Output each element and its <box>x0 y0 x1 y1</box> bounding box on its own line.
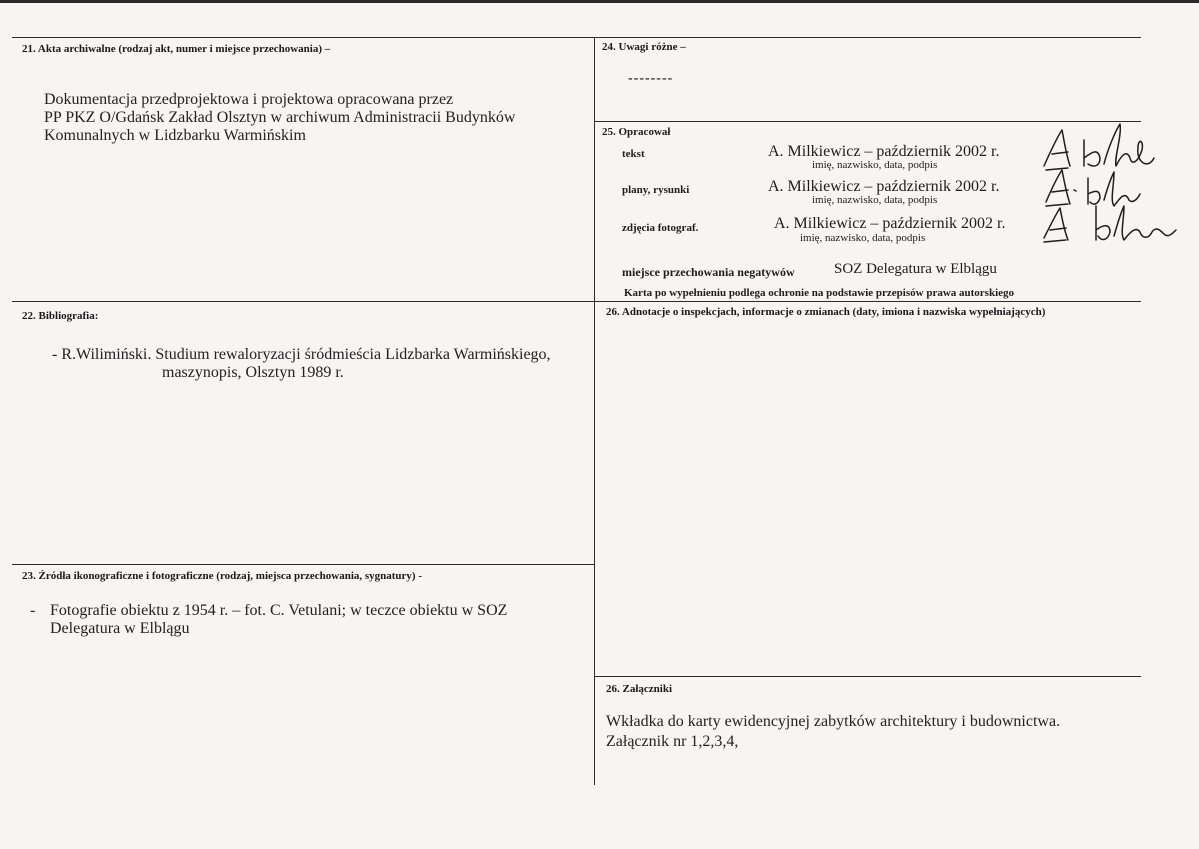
section-23-line-1: Fotografie obiektu z 1954 r. – fot. C. Vetulani; w teczce obiektu w SOZ <box>50 602 508 619</box>
rule-22-23 <box>12 564 594 565</box>
row-label-text: tekst <box>622 148 645 160</box>
top-rule <box>12 37 1141 38</box>
row-author-drawings: A. Milkiewicz – październik 2002 r. <box>768 178 1000 195</box>
negatives-label: miejsce przechowania negatywów <box>622 265 795 279</box>
row-label-drawings: plany, rysunki <box>622 184 690 196</box>
section-21-line-3: Komunalnych w Lidzbarku Warmińskim <box>44 127 306 144</box>
section-21-line-1: Dokumentacja przedprojektowa i projektowa opracowana przez <box>44 91 454 108</box>
row-caption-drawings: imię, nazwisko, data, podpis <box>812 194 938 206</box>
section-26-attachments-heading: 26. Załączniki <box>606 683 673 695</box>
section-23-heading: 23. Źródła ikonograficzne i fotograficzne (rodzaj, miejsca przechowania, sygnatury) - <box>22 570 423 582</box>
section-22-line-2: maszynopis, Olsztyn 1989 r. <box>162 364 344 381</box>
section-23-line-2: Delegatura w Elblągu <box>50 620 190 637</box>
section-24-value: -------- <box>628 71 674 86</box>
section-22-heading: 22. Bibliografia: <box>22 310 99 322</box>
section-26-attachments-line-1: Wkładka do karty ewidencyjnej zabytków architektury i budownictwa. <box>606 713 1061 730</box>
signature-3 <box>1038 200 1178 250</box>
section-21-line-2: PP PKZ O/Gdańsk Zakład Olsztyn w archiwum Administracii Budynków <box>44 109 516 126</box>
row-author-photos: A. Milkiewicz – październik 2002 r. <box>774 215 1006 232</box>
section-24-heading: 24. Uwagi różne – <box>602 41 686 53</box>
row-author-text: A. Milkiewicz – październik 2002 r. <box>768 143 1000 160</box>
section-26-attachments-line-2: Załącznik nr 1,2,3,4, <box>606 733 739 750</box>
negatives-value: SOZ Delegatura w Elblągu <box>834 261 997 277</box>
section-21-heading: 21. Akta archiwalne (rodzaj akt, numer i miejsce przechowania) – <box>22 43 331 55</box>
row-label-photos: zdjęcia fotograf. <box>622 222 699 234</box>
top-border <box>0 0 1199 3</box>
rule-21-22 <box>12 301 1141 302</box>
section-23-bullet: - <box>30 602 36 619</box>
row-caption-photos: imię, nazwisko, data, podpis <box>800 232 926 244</box>
section-22-line-1: - R.Wilimiński. Studium rewaloryzacji śródmieścia Lidzbarka Warmińskiego, <box>52 346 551 363</box>
rule-26-attachments <box>594 676 1141 677</box>
row-caption-text: imię, nazwisko, data, podpis <box>812 159 938 171</box>
center-divider <box>594 37 595 785</box>
section-26-annotations-heading: 26. Adnotacje o inspekcjach, informacje o zmianach (daty, imiona i nazwiska wypełniających) <box>606 306 1046 318</box>
copyright-note: Karta po wypełnieniu podlega ochronie na podstawie przepisów prawa autorskiego <box>624 287 1015 299</box>
section-25-heading: 25. Opracował <box>602 126 671 138</box>
